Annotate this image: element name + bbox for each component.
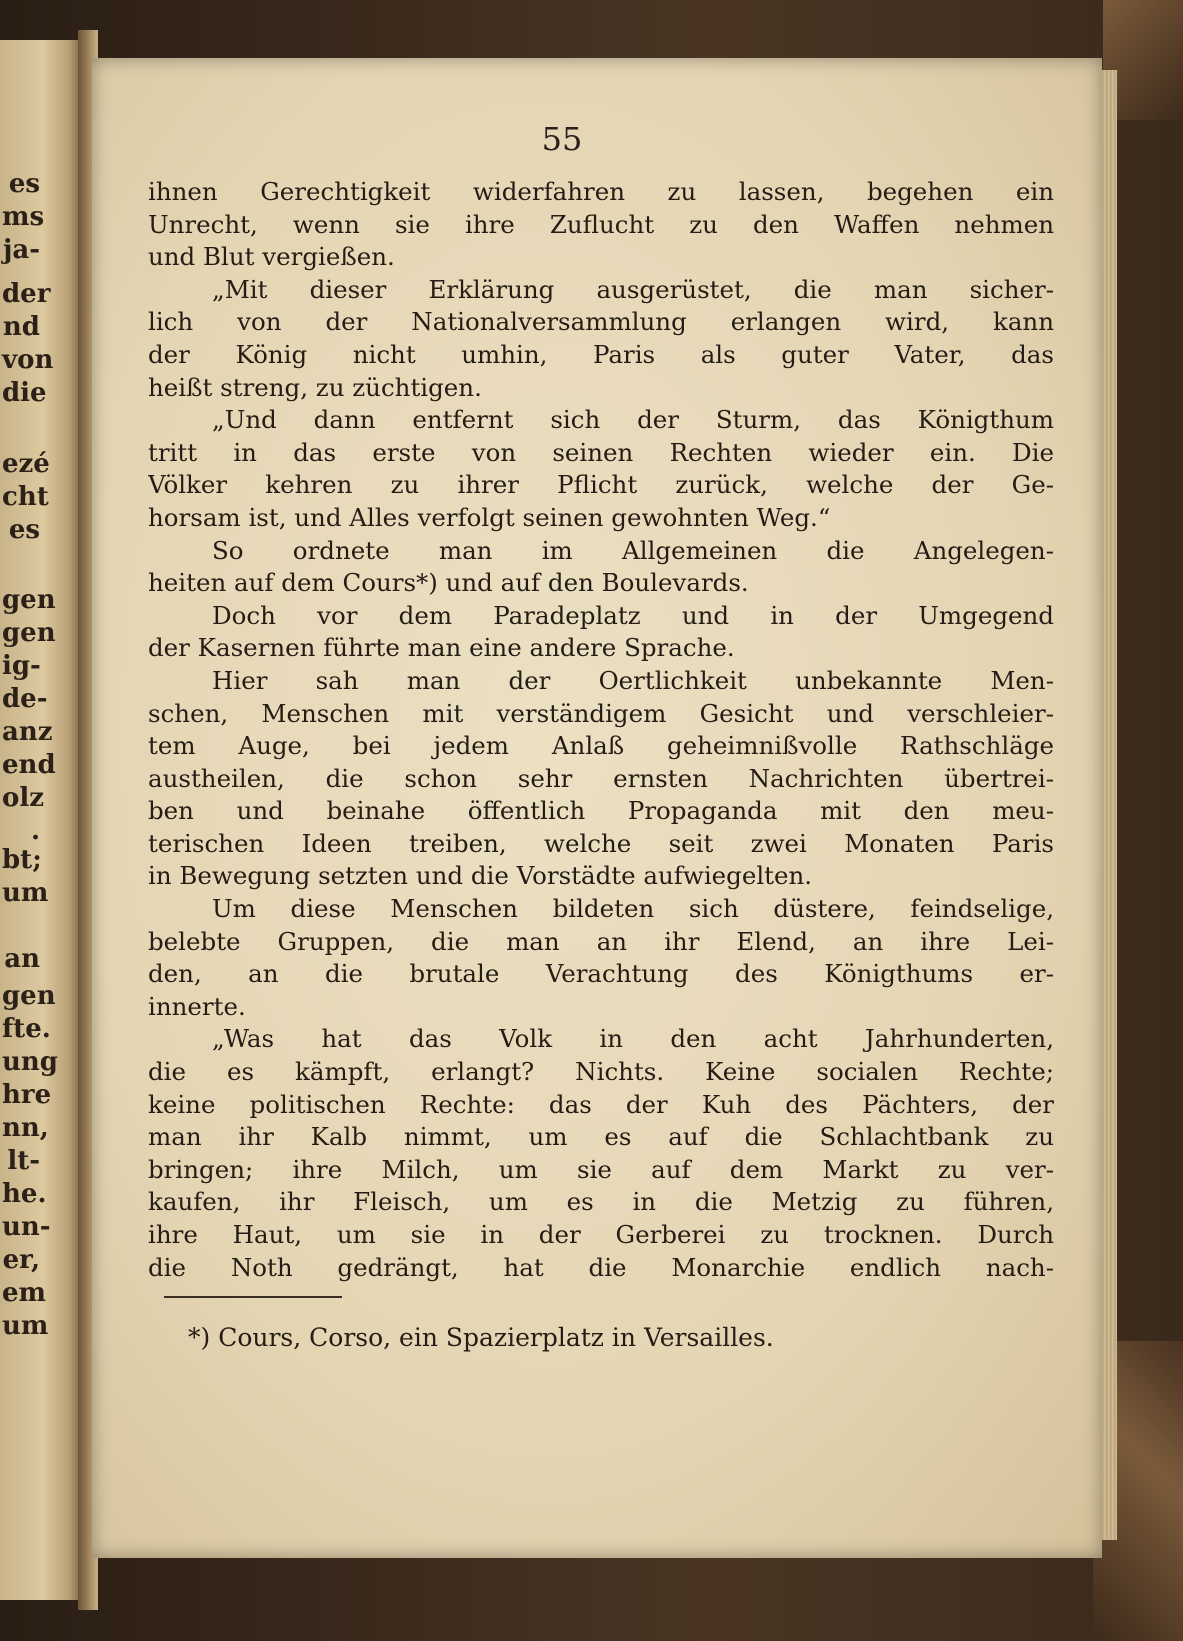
previous-page-fragment: em: [2, 1278, 47, 1308]
text-line: die Noth gedrängt, hat die Monarchie endlich nach-: [148, 1252, 1054, 1282]
text-line: ihre Haut, um sie in der Gerberei zu trocknen. Durch: [148, 1220, 1054, 1249]
previous-page-fragment: die: [2, 378, 47, 408]
previous-page-fragment: ung: [2, 1047, 58, 1077]
page-body-text: [148, 176, 1054, 1284]
text-line: schen, Menschen mit verständigem Gesicht und verschleier-: [148, 698, 1054, 728]
page-number: 55: [541, 120, 583, 158]
previous-page-fragment: ezé: [2, 449, 50, 479]
previous-page-fragment: nn,: [2, 1113, 49, 1143]
previous-page-fragment: ig-: [2, 651, 41, 681]
previous-page-fragment: gen: [2, 585, 56, 615]
text-line: Völker kehren zu ihrer Pflicht zurück, welche der Ge-: [148, 470, 1054, 500]
text-line: terischen Ideen treiben, welche seit zwei Monaten Paris: [148, 828, 1054, 858]
previous-page-fragment: un-: [2, 1212, 51, 1242]
text-line: Um diese Menschen bildeten sich düstere, feindselige,: [212, 894, 1054, 924]
previous-page-fragment: gen: [2, 981, 56, 1011]
text-line: „Mit dieser Erklärung ausgerüstet, die man sicher-: [212, 274, 1054, 304]
text-line: heißt streng, zu züchtigen.: [148, 372, 482, 402]
text-line: Doch vor dem Paradeplatz und in der Umgegend: [212, 600, 1054, 630]
previous-page-fragment: nd: [2, 312, 40, 342]
text-line: So ordnete man im Allgemeinen die Angelegen-: [212, 535, 1054, 565]
text-line: „Was hat das Volk in den acht Jahrhunderten,: [212, 1024, 1054, 1054]
text-line: und Blut vergießen.: [148, 242, 395, 272]
text-line: ihnen Gerechtigkeit widerfahren zu lassen, begehen ein: [148, 177, 1054, 206]
text-line: die es kämpft, erlangt? Nichts. Keine socialen Rechte;: [148, 1057, 1054, 1087]
previous-page-fragment: an: [4, 944, 40, 974]
previous-page-fragment: um: [2, 878, 49, 908]
footnote: *) Cours, Corso, ein Spazierplatz in Versailles.: [188, 1323, 774, 1352]
previous-page-fragment: gen: [2, 618, 56, 648]
previous-page-fragment: fte.: [2, 1014, 51, 1044]
previous-page-word-fragments: [0, 40, 78, 1600]
previous-page-fragment: bt;: [2, 845, 42, 875]
previous-page-fragment: ja-: [2, 235, 40, 265]
previous-page-fragment: olz: [2, 783, 44, 813]
footnote-separator: [164, 1296, 342, 1298]
previous-page-fragment: de-: [2, 684, 48, 714]
text-line: den, an die brutale Verachtung des Königthums er-: [148, 959, 1054, 989]
text-line: horsam ist, und Alles verfolgt seinen gewohnten Weg.“: [148, 502, 831, 532]
text-line: der Kasernen führte man eine andere Sprache.: [148, 633, 735, 663]
previous-page-fragment: .: [30, 816, 40, 846]
text-line: austheilen, die schon sehr ernsten Nachrichten übertrei-: [148, 763, 1054, 793]
text-line: keine politischen Rechte: das der Kuh des Pächters, der: [148, 1089, 1054, 1119]
text-line: ben und beinahe öffentlich Propaganda mit den meu-: [148, 796, 1054, 826]
text-line: der König nicht umhin, Paris als guter Vater, das: [148, 339, 1054, 369]
previous-page-edge: [0, 40, 78, 1600]
text-line: bringen; ihre Milch, um sie auf dem Markt zu ver-: [148, 1154, 1054, 1184]
previous-page-fragment: es: [8, 515, 40, 545]
previous-page-fragment: lt-: [7, 1146, 40, 1176]
text-line: heiten auf dem Cours*) und auf den Boulevards.: [148, 568, 749, 598]
text-line: „Und dann entfernt sich der Sturm, das Königthum: [212, 405, 1054, 435]
previous-page-fragment: es: [8, 169, 40, 199]
text-line: Hier sah man der Oertlichkeit unbekannte Men-: [212, 665, 1054, 695]
text-line: man ihr Kalb nimmt, um es auf die Schlachtbank zu: [148, 1122, 1054, 1152]
text-line: in Bewegung setzten und die Vorstädte aufwiegelten.: [148, 861, 813, 891]
text-line: Unrecht, wenn sie ihre Zuflucht zu den Waffen nehmen: [148, 209, 1054, 239]
previous-page-fragment: von: [2, 345, 54, 375]
previous-page-fragment: end: [2, 750, 56, 780]
text-line: tritt in das erste von seinen Rechten wieder ein. Die: [148, 437, 1054, 467]
text-line: belebte Gruppen, die man an ihr Elend, an ihre Lei-: [148, 926, 1054, 956]
book-page: [92, 58, 1102, 1558]
previous-page-fragment: um: [2, 1311, 49, 1341]
text-line: innerte.: [148, 991, 246, 1021]
previous-page-fragment: he.: [2, 1179, 47, 1209]
text-line: lich von der Nationalversammlung erlangen wird, kann: [148, 307, 1054, 337]
previous-page-fragment: anz: [2, 717, 53, 747]
text-line: kaufen, ihr Fleisch, um es in die Metzig zu führen,: [148, 1187, 1054, 1217]
text-line: tem Auge, bei jedem Anlaß geheimnißvolle Rathschläge: [148, 731, 1054, 761]
previous-page-fragment: cht: [2, 482, 49, 512]
previous-page-fragment: er,: [2, 1245, 40, 1275]
previous-page-fragment: ms: [2, 202, 45, 232]
previous-page-fragment: hre: [2, 1080, 52, 1110]
previous-page-fragment: der: [2, 279, 51, 309]
